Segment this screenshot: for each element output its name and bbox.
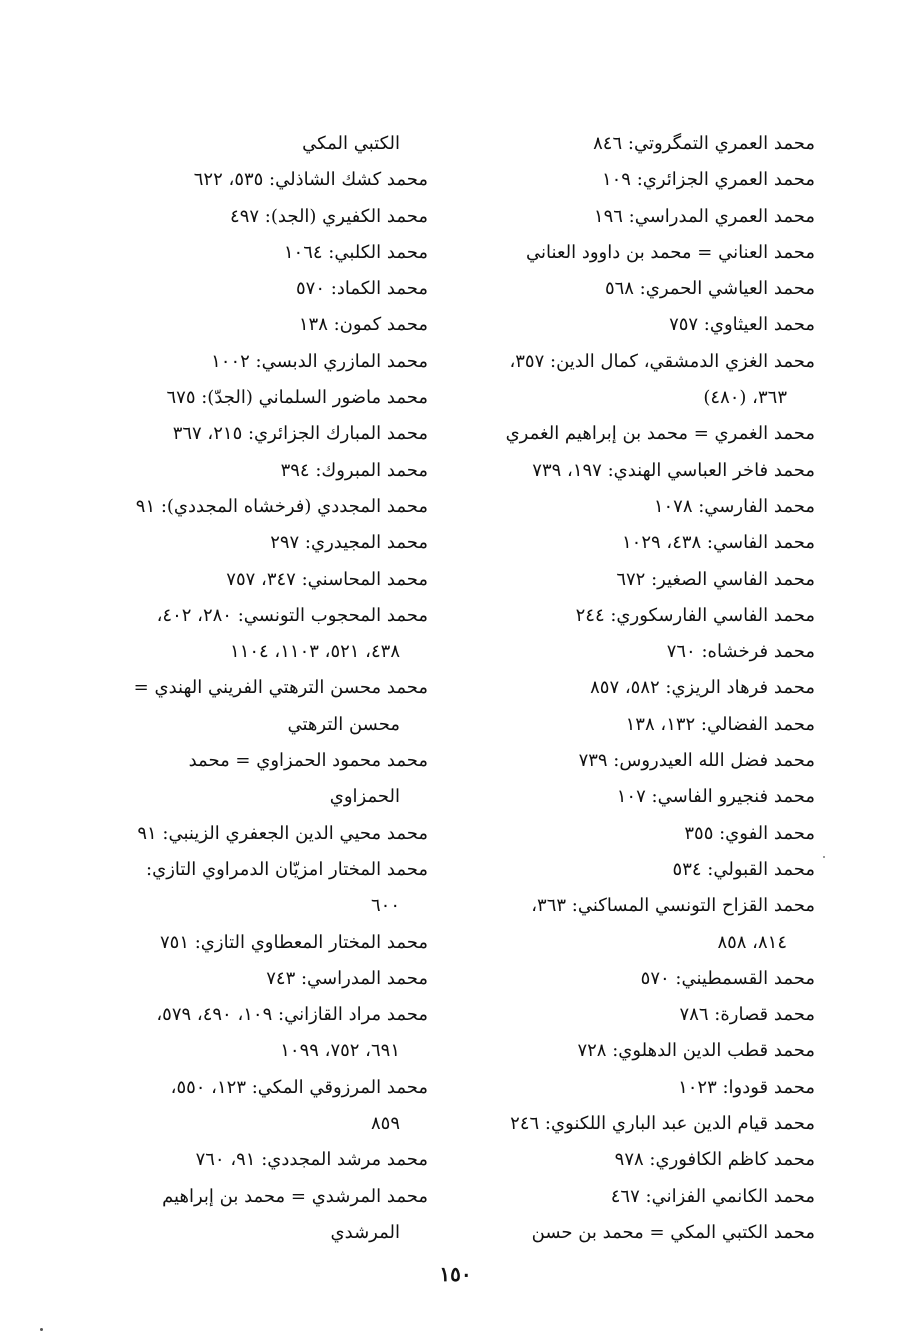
index-entry: محمد الفاسي الفارسكوري: ٢٤٤	[575, 604, 815, 626]
index-entry: محمد العمري المدراسي: ١٩٦	[593, 205, 815, 227]
index-entry: محمد المجيدري: ٢٩٧	[270, 532, 428, 554]
index-entry-continuation: ٣٦٣، (٤٨٠)	[703, 387, 787, 409]
index-entry: محمد فرخشاه: ٧٦٠	[666, 641, 815, 663]
index-entry: محمد المحاسني: ٣٤٧، ٧٥٧	[226, 568, 428, 590]
index-entry: محمد العيثاوي: ٧٥٧	[669, 314, 815, 336]
index-entry: محمد قطب الدين الدهلوي: ٧٢٨	[577, 1040, 815, 1062]
index-entry: محمد محسن الترهتي الفريني الهندي =	[133, 677, 428, 699]
index-entry-continuation: ٦٠٠	[370, 895, 400, 917]
index-entry: محمد العياشي الحمري: ٥٦٨	[604, 278, 815, 300]
index-entry: محمد المرشدي = محمد بن إبراهيم	[162, 1185, 428, 1207]
scan-speck	[823, 856, 825, 858]
index-entry: محمد الكتبي المكي = محمد بن حسن	[531, 1221, 815, 1243]
index-entry: محمد المختار المعطاوي التازي: ٧٥١	[160, 931, 428, 953]
index-entry: محمد الكلبي: ١٠٦٤	[283, 241, 428, 263]
index-column-right	[455, 126, 815, 1251]
index-entry: محمد المحجوب التونسي: ٢٨٠، ٤٠٢،	[156, 604, 428, 626]
index-entry-continuation: الحمزاوي	[329, 786, 400, 808]
index-entry: محمد القسمطيني: ٥٧٠	[640, 967, 815, 989]
index-entry: محمد فنجيرو الفاسي: ١٠٧	[616, 786, 815, 808]
index-entry: محمد العمري التمگروتي: ٨٤٦	[593, 133, 815, 154]
index-entry: محمد ماضور السلماني (الجدّ): ٦٧٥	[166, 387, 428, 409]
index-entry: محمد فضل الله العيدروس: ٧٣٩	[578, 750, 815, 772]
index-entry: محمد الكانمي الفزاني: ٤٦٧	[610, 1185, 815, 1207]
index-entry: محمد المختار امزيّان الدمراوي التازي:	[146, 858, 428, 880]
index-entry-continuation: ٨٥٩	[370, 1113, 400, 1135]
index-entry: محمد الفارسي: ١٠٧٨	[653, 495, 815, 517]
index-entry: محمد كمون: ١٣٨	[298, 314, 428, 336]
index-entry: محمد فاخر العباسي الهندي: ١٩٧، ٧٣٩	[532, 459, 815, 481]
index-entry: محمد الفوي: ٣٥٥	[684, 822, 815, 844]
index-entry: محمد محمود الحمزاوي = محمد	[188, 750, 428, 772]
index-entry: محمد المبروك: ٣٩٤	[280, 459, 428, 481]
index-entry-continuation: محسن الترهتي	[287, 713, 400, 735]
index-column-left	[76, 126, 428, 1251]
index-entry: محمد الفاسي: ٤٣٨، ١٠٢٩	[621, 532, 815, 554]
index-entry: محمد القبولي: ٥٣٤	[672, 858, 815, 880]
index-entry: محمد العمري الجزائري: ١٠٩	[601, 169, 815, 191]
index-entry-continuation: ٤٣٨، ٥٢١، ١١٠٣، ١١٠٤	[230, 641, 400, 663]
index-entry: محمد الغمري = محمد بن إبراهيم الغمري	[505, 423, 815, 445]
index-entry: محمد المازري الدبسي: ١٠٠٢	[211, 350, 428, 372]
index-entry: محمد محيي الدين الجعفري الزينبي: ٩١	[137, 822, 428, 844]
index-entry-continuation: الكتبي المكي	[302, 133, 400, 154]
index-entry: محمد المبارك الجزائري: ٢١٥، ٣٦٧	[172, 423, 428, 445]
index-entry: محمد كاظم الكافوري: ٩٧٨	[614, 1149, 815, 1171]
index-entry: محمد كشك الشاذلي: ٥٣٥، ٦٢٢	[193, 169, 428, 191]
index-entry: محمد فرهاد الريزي: ٥٨٢، ٨٥٧	[590, 677, 815, 699]
index-entry-continuation: المرشدي	[330, 1221, 400, 1243]
index-entry: محمد المدراسي: ٧٤٣	[266, 967, 428, 989]
index-entry: محمد المرزوقي المكي: ١٢٣، ٥٥٠،	[170, 1076, 428, 1098]
index-entry: محمد مراد القازاني: ١٠٩، ٤٩٠، ٥٧٩،	[156, 1004, 428, 1026]
index-entry: محمد العناني = محمد بن داوود العناني	[526, 241, 815, 263]
index-entry: محمد الكماد: ٥٧٠	[296, 278, 428, 300]
index-entry: محمد القزاح التونسي المساكني: ٣٦٣،	[531, 895, 815, 917]
index-entry: محمد الغزي الدمشقي، كمال الدين: ٣٥٧،	[509, 350, 815, 372]
index-entry: محمد قودوا: ١٠٢٣	[678, 1076, 815, 1098]
index-entry: محمد الفضالي: ١٣٢، ١٣٨	[625, 713, 815, 735]
scan-speck	[40, 1328, 43, 1331]
index-entry: محمد الفاسي الصغير: ٦٧٢	[616, 568, 815, 590]
index-entry: محمد الكفيري (الجد): ٤٩٧	[230, 205, 428, 227]
page-number: ١٥٠	[439, 1262, 472, 1286]
index-entry: محمد قيام الدين عبد الباري اللكنوي: ٢٤٦	[510, 1113, 815, 1135]
index-entry: محمد مرشد المجددي: ٩١، ٧٦٠	[195, 1149, 428, 1171]
index-entry-continuation: ٦٩١، ٧٥٢، ١٠٩٩	[280, 1040, 400, 1062]
index-entry: محمد قصارة: ٧٨٦	[679, 1004, 815, 1026]
index-entry: محمد المجددي (فرخشاه المجددي): ٩١	[135, 495, 428, 517]
index-entry-continuation: ٨١٤، ٨٥٨	[717, 931, 787, 953]
